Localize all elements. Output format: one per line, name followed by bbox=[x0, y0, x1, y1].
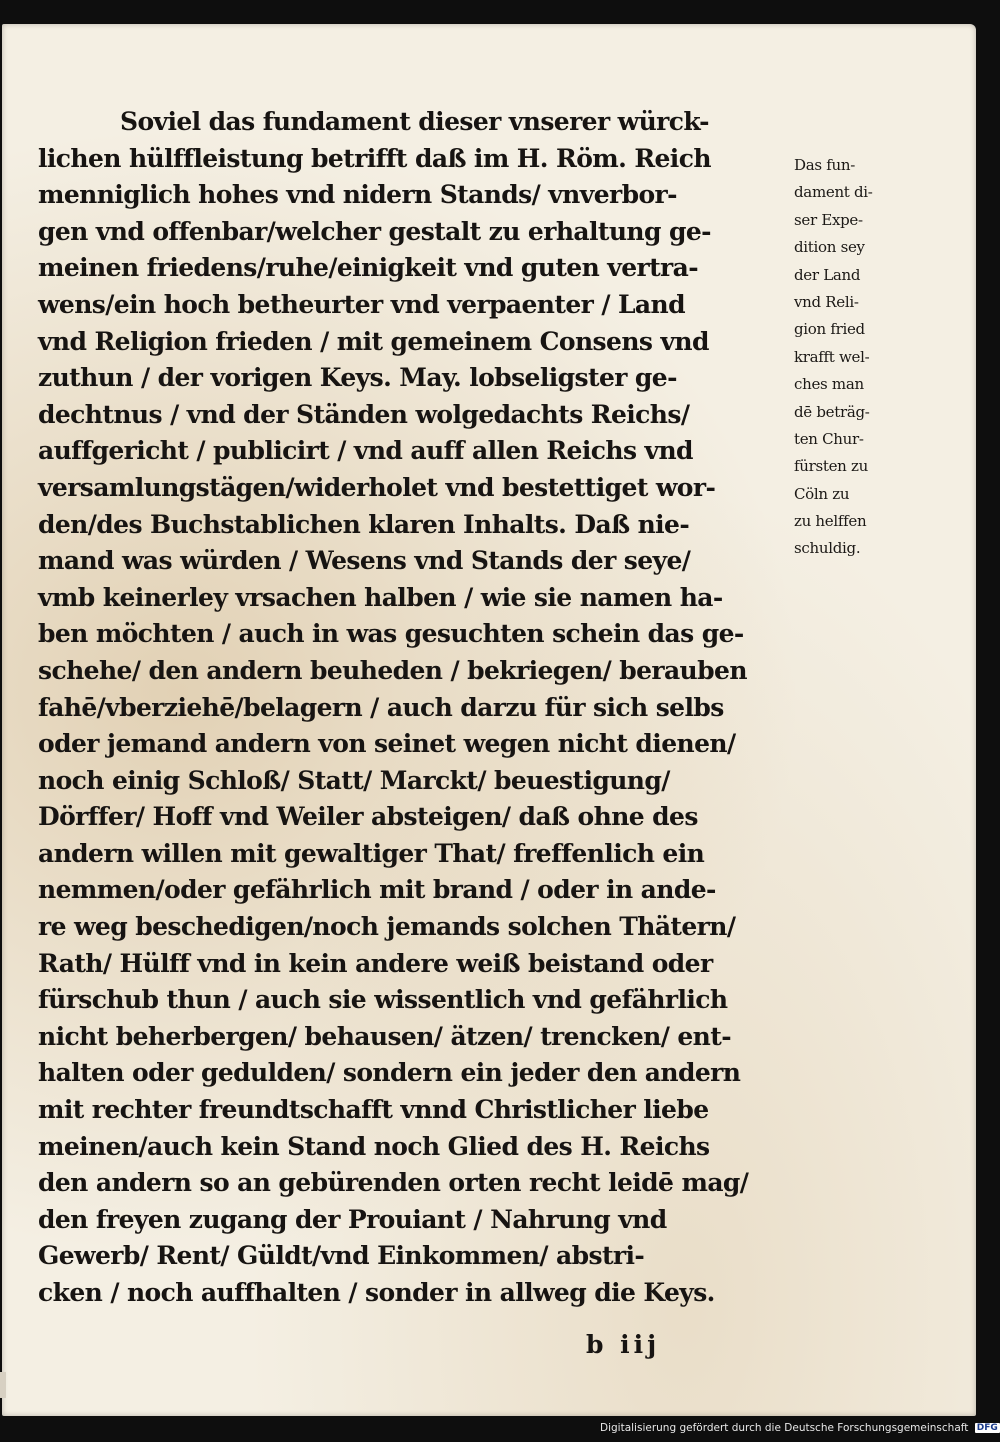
text-line: versamlungstägen/widerholet vnd bestettiget wor- bbox=[38, 472, 716, 502]
margin-note-line: ten Chur- bbox=[794, 429, 864, 448]
text-line: ben möchten / auch in was gesuchten schein das ge- bbox=[38, 619, 744, 649]
text-line: meinen friedens/ruhe/einigkeit vnd guten vertra- bbox=[38, 253, 698, 283]
margin-note bbox=[794, 152, 906, 563]
text-line: auffgericht / publicirt / vnd auff allen Reichs vnd bbox=[38, 436, 693, 466]
text-line: mit rechter freundtschafft vnnd Christlicher liebe bbox=[38, 1095, 709, 1125]
text-line: gen vnd offenbar/welcher gestalt zu erhaltung ge- bbox=[38, 216, 711, 246]
margin-note-line: vnd Reli- bbox=[794, 292, 859, 311]
text-line: oder jemand andern von seinet wegen nicht dienen/ bbox=[38, 729, 736, 759]
signature-mark: b iij bbox=[586, 1330, 661, 1359]
text-line: mand was würden / Wesens vnd Stands der seye/ bbox=[38, 546, 691, 576]
margin-note-line: Das fun- bbox=[794, 156, 855, 174]
margin-note-line: dition sey bbox=[794, 238, 865, 257]
text-line: menniglich hohes vnd nidern Stands/ vnverbor- bbox=[38, 180, 677, 210]
text-line: lichen hülffleistung betrifft daß im H. Röm. Reich bbox=[38, 143, 711, 173]
margin-note-line: dē beträg- bbox=[794, 402, 870, 421]
margin-note-line: zu helffen bbox=[794, 512, 867, 531]
margin-note-line: krafft wel- bbox=[794, 347, 870, 366]
text-line: wens/ein hoch betheurter vnd verpaenter / Land bbox=[38, 289, 685, 319]
margin-note-line: schuldig. bbox=[794, 539, 861, 558]
margin-note-line: fürsten zu bbox=[794, 457, 868, 476]
book-page bbox=[2, 24, 976, 1416]
text-line: nicht beherbergen/ behausen/ ätzen/ trencken/ ent- bbox=[38, 1021, 731, 1051]
text-line: den/des Buchstablichen klaren Inhalts. Daß nie- bbox=[38, 509, 690, 539]
text-line: cken / noch auffhalten / sonder in allweg die Keys. bbox=[38, 1278, 715, 1307]
dfg-logo-icon: DFG bbox=[976, 1423, 998, 1433]
text-line: dechtnus / vnd der Ständen wolgedachts Reichs/ bbox=[38, 399, 690, 429]
text-line: den freyen zugang der Prouiant / Nahrung vnd bbox=[38, 1204, 667, 1234]
text-line: Gewerb/ Rent/ Güldt/vnd Einkommen/ abstri- bbox=[38, 1241, 645, 1271]
text-line: meinen/auch kein Stand noch Glied des H. Reichs bbox=[38, 1131, 710, 1161]
text-line: zuthun / der vorigen Keys. May. lobseligster ge- bbox=[38, 363, 677, 393]
text-line: fürschub thun / auch sie wissentlich vnd gefährlich bbox=[38, 985, 728, 1015]
page-edge bbox=[0, 1372, 6, 1398]
margin-note-line: dament di- bbox=[794, 183, 873, 202]
text-line: andern willen mit gewaltiger That/ freffenlich ein bbox=[38, 838, 705, 868]
margin-note-line: ser Expe- bbox=[794, 210, 863, 229]
text-line: schehe/ den andern beuheden / bekriegen/ berauben bbox=[38, 655, 747, 685]
text-line: den andern so an gebürenden orten recht leidē mag/ bbox=[38, 1168, 749, 1198]
body-text bbox=[38, 104, 798, 1312]
margin-note-line: gion fried bbox=[794, 320, 865, 339]
margin-note-line: der Land bbox=[794, 265, 861, 284]
text-line: vnd Religion frieden / mit gemeinem Consens vnd bbox=[38, 326, 709, 356]
text-line: Dörffer/ Hoff vnd Weiler absteigen/ daß ohne des bbox=[38, 802, 698, 832]
text-line: halten oder gedulden/ sondern ein jeder den andern bbox=[38, 1058, 741, 1088]
text-line: re weg beschedigen/noch jemands solchen Thätern/ bbox=[38, 912, 736, 942]
text-line: Rath/ Hülff vnd in kein andere weiß beistand oder bbox=[38, 948, 713, 978]
margin-note-line: ches man bbox=[794, 375, 864, 394]
footer-text: Digitalisierung gefördert durch die Deutsche Forschungsgemeinschaft bbox=[600, 1422, 969, 1434]
text-line: vmb keinerley vrsachen halben / wie sie namen ha- bbox=[38, 582, 723, 612]
text-line: noch einig Schloß/ Statt/ Marckt/ beuestigung/ bbox=[38, 765, 670, 795]
text-line: Soviel das fundament dieser vnserer würck- bbox=[120, 107, 709, 136]
text-line: fahē/vberziehē/belagern / auch darzu für sich selbs bbox=[38, 692, 724, 722]
text-line: nemmen/oder gefährlich mit brand / oder in ande- bbox=[38, 875, 716, 905]
footer-credit bbox=[600, 1422, 998, 1434]
margin-note-line: Cöln zu bbox=[794, 484, 850, 503]
